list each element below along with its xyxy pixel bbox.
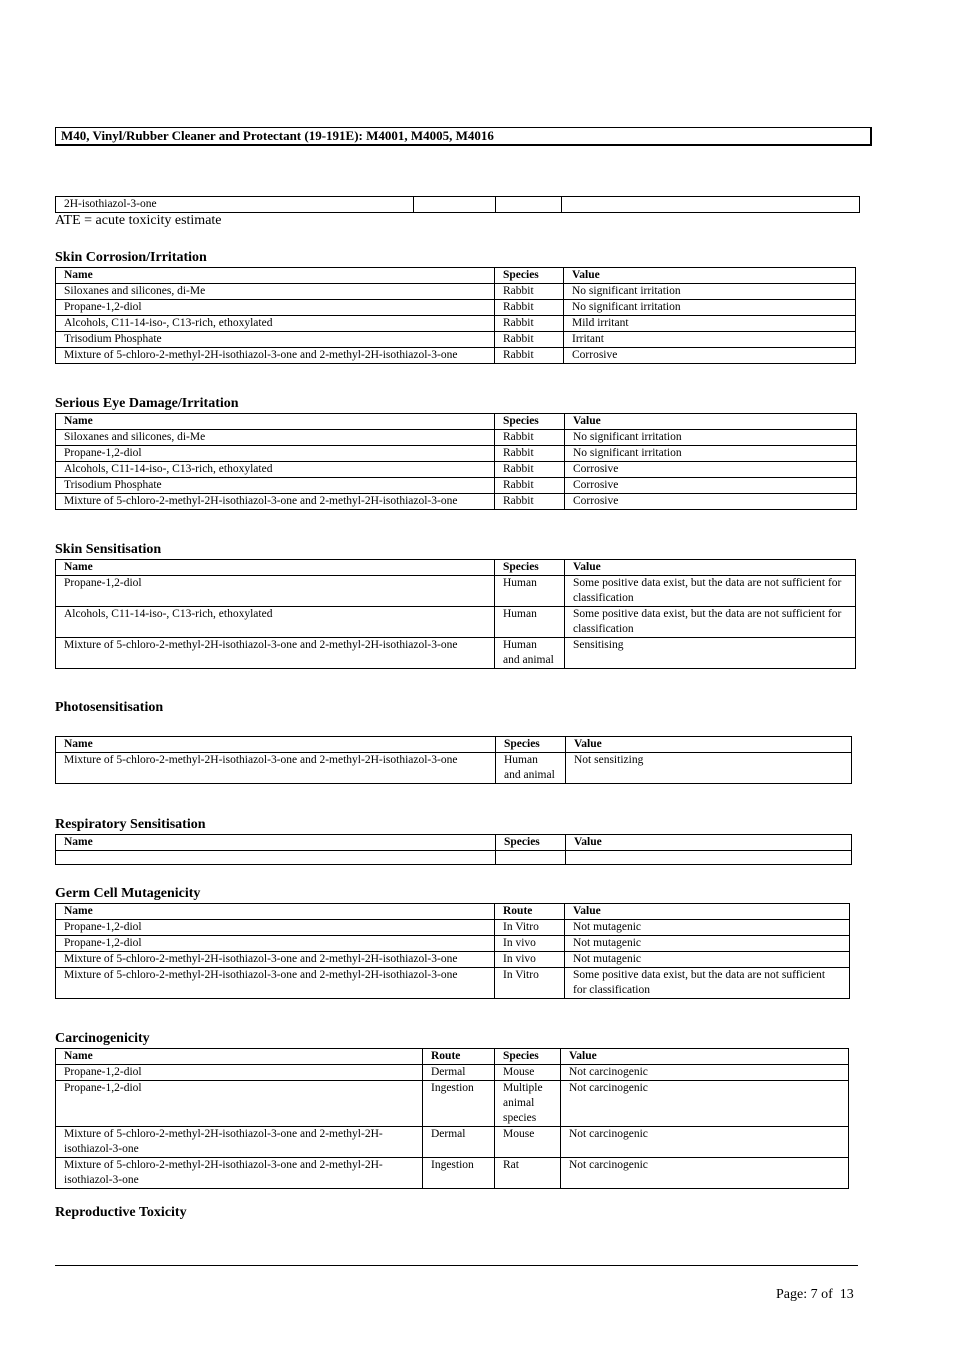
- table-cell: Propane-1,2-diol: [56, 920, 495, 936]
- table-cell: Not carcinogenic: [561, 1127, 849, 1158]
- table-cell: Corrosive: [564, 348, 856, 364]
- table-cell: Human: [495, 607, 565, 638]
- table-row: [56, 494, 857, 510]
- table-cell: Siloxanes and silicones, di-Me: [56, 430, 495, 446]
- table-header-row: [56, 560, 856, 576]
- section-title-carcinogenicity: Carcinogenicity: [55, 1031, 150, 1046]
- table-cell: Mixture of 5-chloro-2-methyl-2H-isothiazol-3-one and 2-methyl-2H-isothiazol-3-one: [56, 753, 496, 784]
- table-row: [56, 348, 856, 364]
- table-cell: [562, 197, 860, 213]
- section-title-reproductive: Reproductive Toxicity: [55, 1205, 187, 1220]
- column-header: Route: [423, 1049, 495, 1065]
- table-cell: Rabbit: [495, 348, 564, 364]
- eye-damage-table: [55, 413, 857, 510]
- column-header: Name: [56, 268, 495, 284]
- table-cell: [56, 851, 496, 865]
- table-row: [56, 332, 856, 348]
- table-row: [56, 1065, 849, 1081]
- table-cell: Not carcinogenic: [561, 1065, 849, 1081]
- column-header: Species: [495, 560, 565, 576]
- table-cell: Ingestion: [423, 1081, 495, 1127]
- table-cell: [496, 197, 562, 213]
- table-cell: [496, 851, 566, 865]
- section-title-skin-sensitisation: Skin Sensitisation: [55, 542, 162, 557]
- table-row: [56, 478, 857, 494]
- table-cell: No significant irritation: [565, 430, 857, 446]
- table-cell: Corrosive: [565, 478, 857, 494]
- table-cell: Siloxanes and silicones, di-Me: [56, 284, 495, 300]
- footer-rule: [55, 1265, 858, 1266]
- table-cell: Mixture of 5-chloro-2-methyl-2H-isothiazol-3-one and 2-methyl-2H-isothiazol-3-one: [56, 638, 495, 669]
- table-row: [56, 920, 850, 936]
- table-cell: Not carcinogenic: [561, 1081, 849, 1127]
- section-title-respiratory: Respiratory Sensitisation: [55, 817, 206, 832]
- table-cell: Not mutagenic: [565, 920, 850, 936]
- table-header-row: [56, 835, 852, 851]
- table-row: [56, 576, 856, 607]
- table-header-row: [56, 268, 856, 284]
- page-number: Page: 7 of 13: [776, 1287, 854, 1302]
- document-header: M40, Vinyl/Rubber Cleaner and Protectant (19-191E): M4001, M4005, M4016: [55, 127, 872, 146]
- table-header-row: [56, 904, 850, 920]
- respiratory-table: [55, 834, 852, 865]
- table-cell: Mixture of 5-chloro-2-methyl-2H-isothiazol-3-one and 2-methyl-2H-isothiazol-3-one: [56, 494, 495, 510]
- column-header: Species: [496, 737, 566, 753]
- table-cell: Rabbit: [495, 316, 564, 332]
- column-header: Value: [564, 268, 856, 284]
- table-cell: Dermal: [423, 1127, 495, 1158]
- table-cell: Rabbit: [495, 284, 564, 300]
- table-row: [56, 607, 856, 638]
- table-cell: Trisodium Phosphate: [56, 332, 495, 348]
- table-cell: [566, 851, 852, 865]
- table-cell: Mild irritant: [564, 316, 856, 332]
- table-header-row: [56, 1049, 849, 1065]
- table-cell: Mouse: [495, 1065, 561, 1081]
- table-cell: 2H-isothiazol-3-one: [56, 197, 414, 213]
- table-cell: Irritant: [564, 332, 856, 348]
- column-header: Species: [495, 414, 565, 430]
- table-header-row: [56, 737, 852, 753]
- table-cell: Not mutagenic: [565, 936, 850, 952]
- skin-corrosion-table: [55, 267, 856, 364]
- table-cell: Mixture of 5-chloro-2-methyl-2H-isothiazol-3-one and 2-methyl-2H-isothiazol-3-one: [56, 1158, 423, 1189]
- table-cell: Mixture of 5-chloro-2-methyl-2H-isothiazol-3-one and 2-methyl-2H-isothiazol-3-one: [56, 952, 495, 968]
- table-cell: Corrosive: [565, 462, 857, 478]
- table-row: [56, 1127, 849, 1158]
- table-cell: Sensitising: [565, 638, 856, 669]
- table-cell: Propane-1,2-diol: [56, 446, 495, 462]
- column-header: Value: [566, 737, 852, 753]
- table-cell: No significant irritation: [564, 284, 856, 300]
- table-cell: Mouse: [495, 1127, 561, 1158]
- table-row: [56, 446, 857, 462]
- table-cell: Propane-1,2-diol: [56, 936, 495, 952]
- column-header: Name: [56, 835, 496, 851]
- column-header: Name: [56, 737, 496, 753]
- column-header: Value: [561, 1049, 849, 1065]
- table-cell: Rabbit: [495, 446, 565, 462]
- table-cell: Mixture of 5-chloro-2-methyl-2H-isothiazol-3-one and 2-methyl-2H-isothiazol-3-one: [56, 348, 495, 364]
- table-cell: Propane-1,2-diol: [56, 1081, 423, 1127]
- table-cell: In Vitro: [495, 968, 565, 999]
- table-cell: Not sensitizing: [566, 753, 852, 784]
- column-header: Value: [565, 560, 856, 576]
- table-row: [56, 462, 857, 478]
- table-row: [56, 284, 856, 300]
- table-cell: Propane-1,2-diol: [56, 576, 495, 607]
- table-cell: Mixture of 5-chloro-2-methyl-2H-isothiazol-3-one and 2-methyl-2H-isothiazol-3-one: [56, 1127, 423, 1158]
- table-cell: Some positive data exist, but the data are not sufficient for classification: [565, 576, 856, 607]
- ate-note: ATE = acute toxicity estimate: [55, 213, 222, 228]
- table-cell: Some positive data exist, but the data are not sufficient for classification: [565, 607, 856, 638]
- table-row: [56, 753, 852, 784]
- column-header: Name: [56, 1049, 423, 1065]
- table-cell: Alcohols, C11-14-iso-, C13-rich, ethoxylated: [56, 316, 495, 332]
- table-cell: [414, 197, 496, 213]
- table-row: [56, 638, 856, 669]
- table-cell: No significant irritation: [564, 300, 856, 316]
- table-cell: Mixture of 5-chloro-2-methyl-2H-isothiazol-3-one and 2-methyl-2H-isothiazol-3-one: [56, 968, 495, 999]
- section-title-mutagenicity: Germ Cell Mutagenicity: [55, 886, 201, 901]
- column-header: Name: [56, 414, 495, 430]
- table-row: [56, 1158, 849, 1189]
- table-cell: Human and animal: [495, 638, 565, 669]
- table-cell: Human and animal: [496, 753, 566, 784]
- table-row: [56, 952, 850, 968]
- table-cell: Rabbit: [495, 494, 565, 510]
- table-cell: Propane-1,2-diol: [56, 300, 495, 316]
- column-header: Value: [566, 835, 852, 851]
- table-cell: Propane-1,2-diol: [56, 1065, 423, 1081]
- section-title-eye-damage: Serious Eye Damage/Irritation: [55, 396, 239, 411]
- table-cell: Alcohols, C11-14-iso-, C13-rich, ethoxylated: [56, 607, 495, 638]
- table-cell: In vivo: [495, 952, 565, 968]
- table-cell: Rat: [495, 1158, 561, 1189]
- table-cell: Not carcinogenic: [561, 1158, 849, 1189]
- section-title-skin-corrosion: Skin Corrosion/Irritation: [55, 250, 207, 265]
- table-cell: Rabbit: [495, 430, 565, 446]
- table-row: [56, 1081, 849, 1127]
- table-cell: Some positive data exist, but the data are not sufficient for classification: [565, 968, 850, 999]
- table-cell: Rabbit: [495, 300, 564, 316]
- column-header: Species: [495, 268, 564, 284]
- column-header: Species: [496, 835, 566, 851]
- table-cell: No significant irritation: [565, 446, 857, 462]
- table-cell: Trisodium Phosphate: [56, 478, 495, 494]
- top-table: [55, 196, 860, 213]
- table-row: [56, 936, 850, 952]
- section-title-photosensitisation: Photosensitisation: [55, 700, 164, 715]
- table-header-row: [56, 414, 857, 430]
- mutagenicity-table: [55, 903, 850, 999]
- table-cell: Multiple animal species: [495, 1081, 561, 1127]
- table-row: [56, 430, 857, 446]
- column-header: Name: [56, 904, 495, 920]
- table-cell: Alcohols, C11-14-iso-, C13-rich, ethoxylated: [56, 462, 495, 478]
- column-header: Name: [56, 560, 495, 576]
- table-cell: In vivo: [495, 936, 565, 952]
- column-header: Value: [565, 904, 850, 920]
- column-header: Value: [565, 414, 857, 430]
- skin-sensitisation-table: [55, 559, 856, 669]
- table-cell: Rabbit: [495, 332, 564, 348]
- table-row: [56, 316, 856, 332]
- column-header: Species: [495, 1049, 561, 1065]
- table-cell: Human: [495, 576, 565, 607]
- table-cell: Dermal: [423, 1065, 495, 1081]
- table-cell: In Vitro: [495, 920, 565, 936]
- table-row: [56, 968, 850, 999]
- photosensitisation-table: [55, 736, 852, 784]
- table-cell: Corrosive: [565, 494, 857, 510]
- table-cell: Rabbit: [495, 478, 565, 494]
- table-row: [56, 300, 856, 316]
- table-cell: Ingestion: [423, 1158, 495, 1189]
- column-header: Route: [495, 904, 565, 920]
- table-cell: Not mutagenic: [565, 952, 850, 968]
- table-cell: Rabbit: [495, 462, 565, 478]
- carcinogenicity-table: [55, 1048, 849, 1189]
- table-row: [56, 197, 860, 213]
- table-row: [56, 851, 852, 865]
